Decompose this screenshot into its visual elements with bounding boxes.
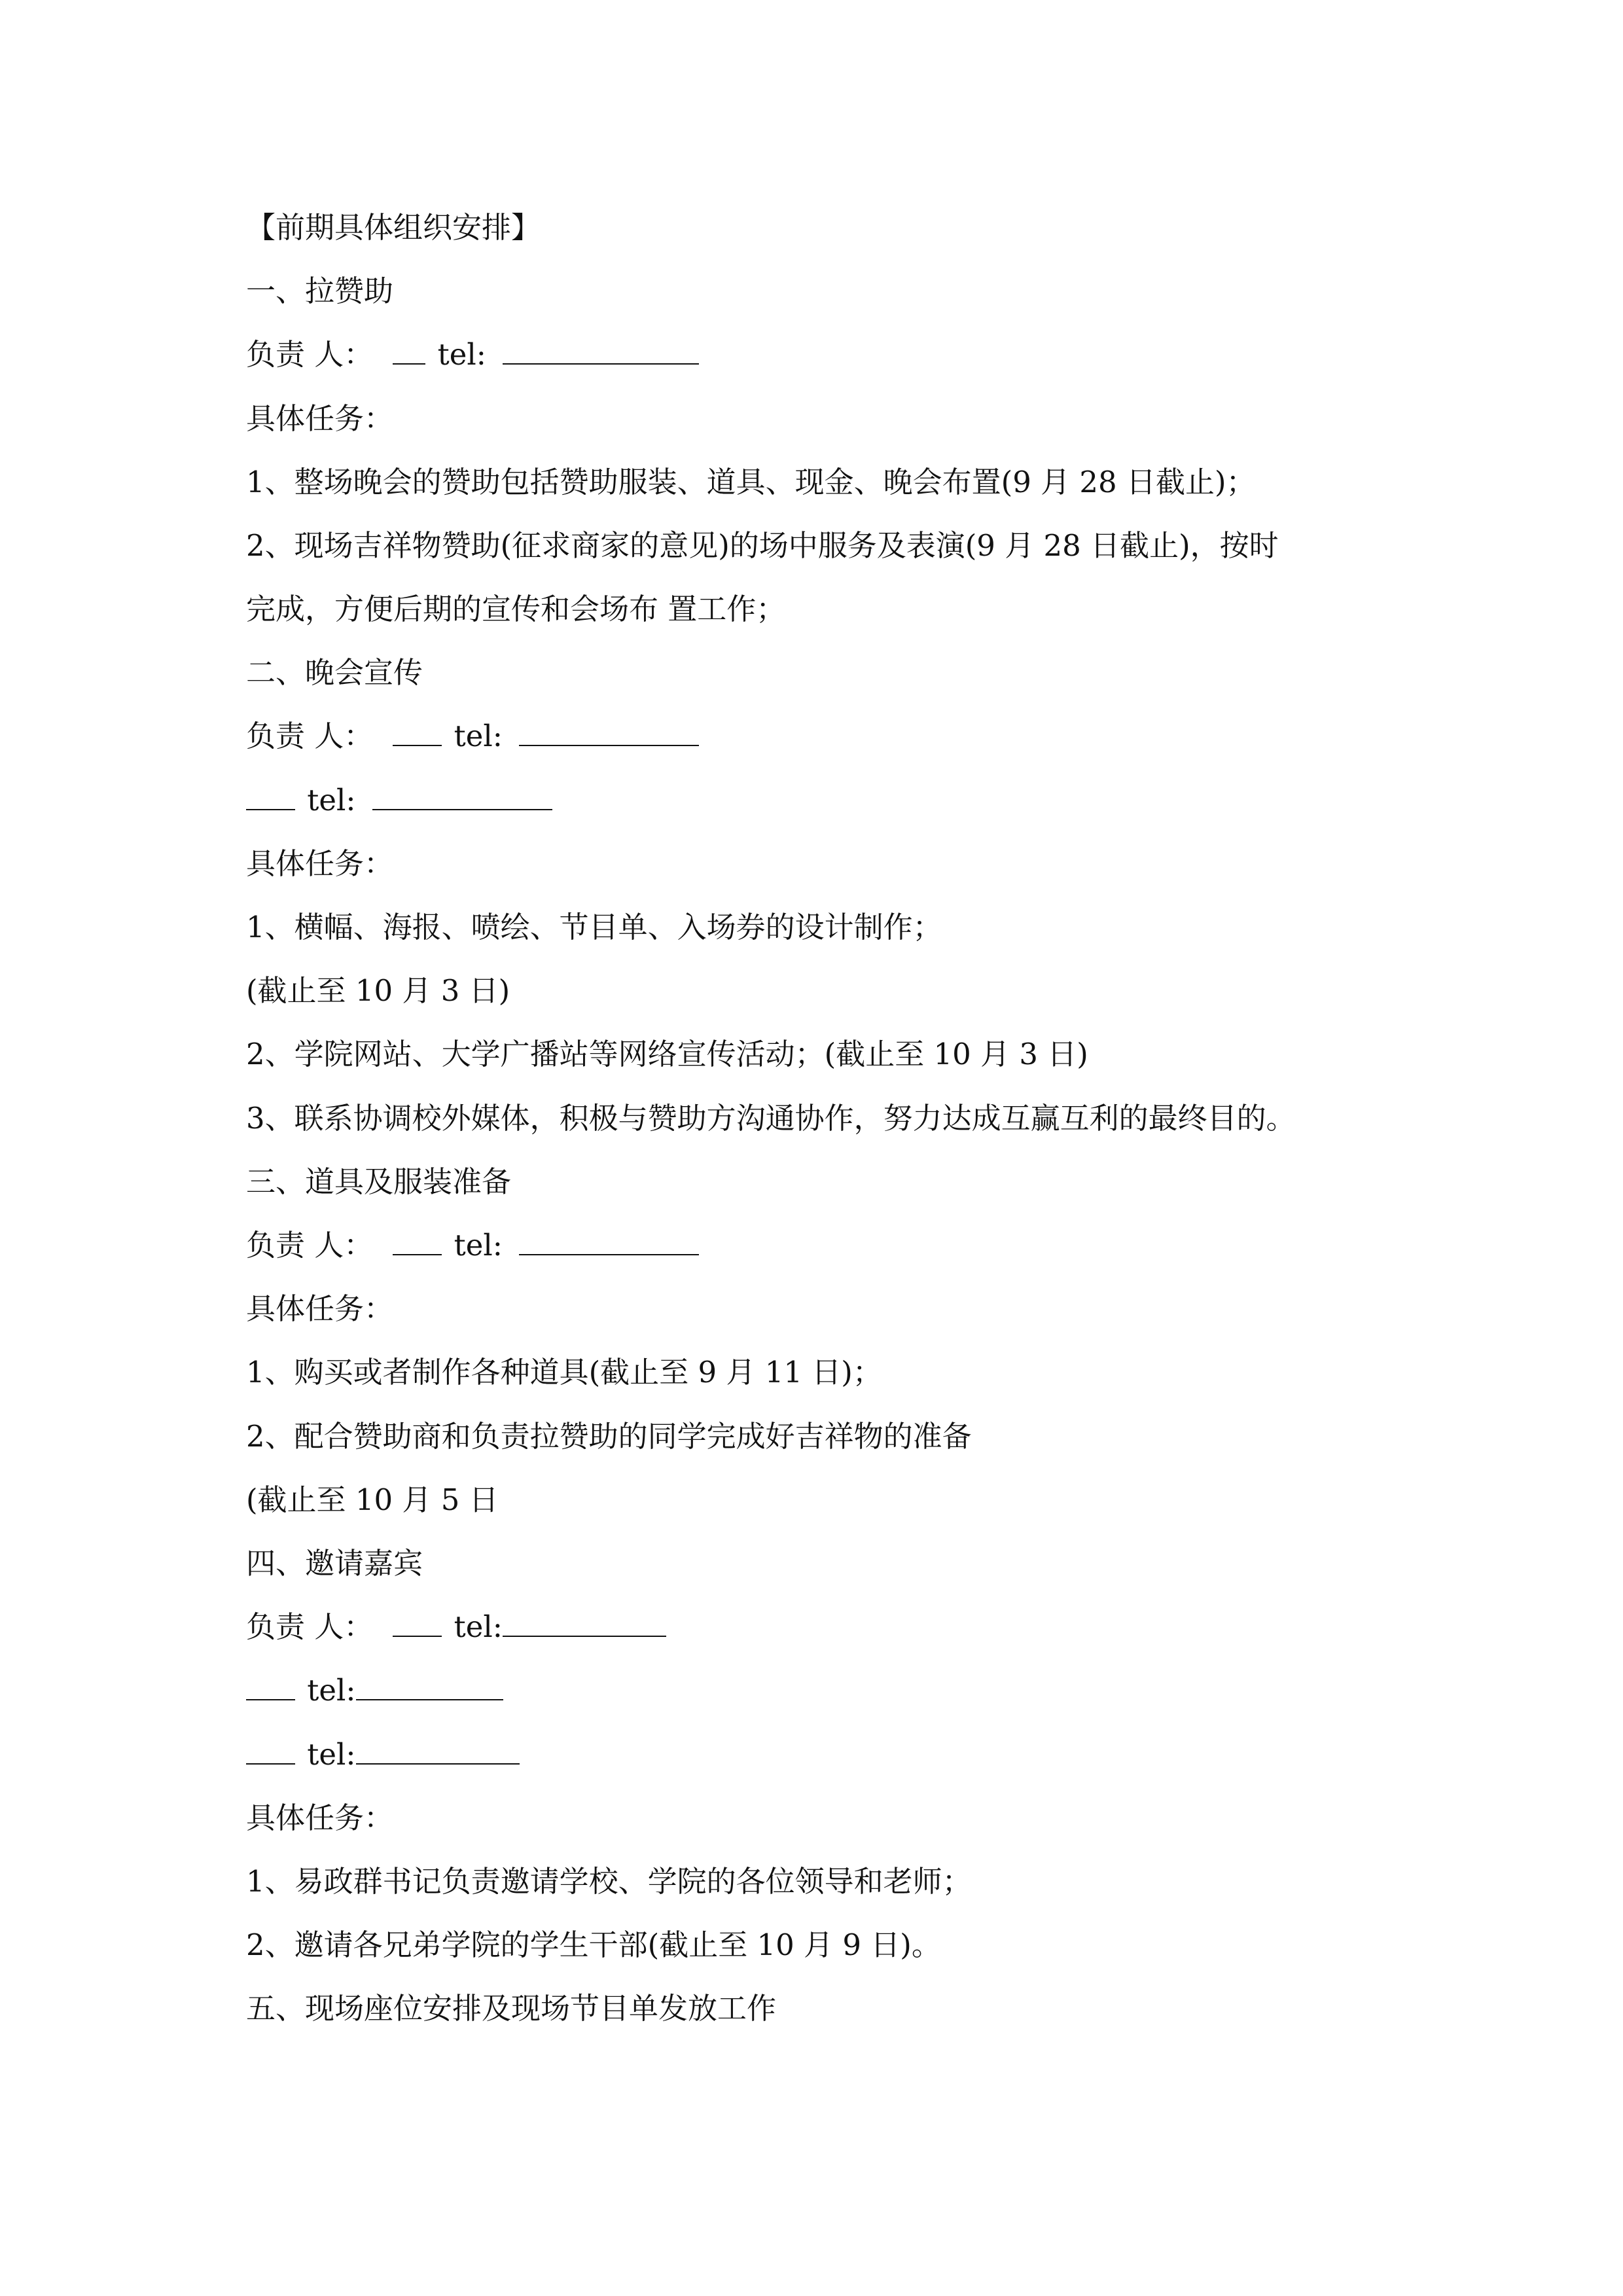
section-3-item-1: 1、购买或者制作各种道具(截止至 9 月 11 日)； [246, 1355, 882, 1390]
tel-blank [372, 783, 552, 810]
name-blank [246, 783, 295, 810]
section-2-item-1: 1、横幅、海报、喷绘、节目单、入场券的设计制作； [246, 910, 942, 944]
contact-label: 负责 人： [246, 337, 374, 372]
name-blank [393, 719, 442, 746]
tel-blank [519, 719, 699, 746]
section-4-item-2: 2、邀请各兄弟学院的学生干部(截止至 10 月 9 日)。 [246, 1928, 941, 1962]
name-blank [393, 1228, 442, 1255]
section-4-contact-2 [246, 1671, 506, 1710]
tel-label: tel: [444, 719, 503, 753]
tel-blank [356, 1673, 503, 1700]
tel-label: tel: [298, 1673, 356, 1708]
section-3-item-2: 2、配合赞助商和负责拉赞助的同学完成好吉祥物的准备 [246, 1419, 972, 1454]
contact-label: 负责 人： [246, 719, 374, 753]
section-2-item-3: 3、联系协调校外媒体，积极与赞助方沟通协作，努力达成互赢互利的最终目的。 [246, 1101, 1296, 1136]
section-1-contact [246, 335, 702, 374]
tel-blank [503, 337, 699, 365]
section-4-title: 四、邀请嘉宾 [246, 1546, 423, 1581]
section-3-item-2-deadline: (截止至 10 月 5 日 [246, 1482, 499, 1517]
section-4-contact [246, 1607, 669, 1647]
section-5-title: 五、现场座位安排及现场节目单发放工作 [246, 1991, 777, 2026]
tel-blank [519, 1228, 699, 1255]
section-4-task-label: 具体任务： [246, 1801, 394, 1835]
section-2-title: 二、晚会宣传 [246, 655, 423, 690]
contact-label: 负责 人： [246, 1609, 374, 1644]
section-3-title: 三、道具及服装准备 [246, 1164, 512, 1199]
section-3-contact [246, 1226, 702, 1265]
section-4-contact-3 [246, 1735, 522, 1774]
tel-label: tel: [444, 1609, 503, 1644]
tel-blank [503, 1609, 666, 1637]
section-2-contact [246, 717, 702, 756]
section-1-task-label: 具体任务： [246, 401, 394, 436]
section-1-item-1: 1、整场晚会的赞助包括赞助服装、道具、现金、晚会布置(9 月 28 日截止)； [246, 465, 1256, 499]
doc-heading: 【前期具体组织安排】 [246, 210, 541, 245]
name-blank [246, 1737, 295, 1765]
tel-label: tel: [298, 783, 356, 817]
section-1-item-2: 2、现场吉祥物赞助(征求商家的意见)的场中服务及表演(9 月 28 日截止)，按时 [246, 528, 1279, 563]
section-3-task-label: 具体任务： [246, 1291, 394, 1326]
tel-label: tel: [428, 337, 486, 372]
section-1-title: 一、拉赞助 [246, 274, 394, 308]
section-2-item-2: 2、学院网站、大学广播站等网络宣传活动；(截止至 10 月 3 日) [246, 1037, 1088, 1071]
tel-blank [356, 1737, 520, 1765]
tel-label: tel: [298, 1737, 356, 1772]
name-blank [393, 1609, 442, 1637]
name-blank [393, 337, 425, 365]
name-blank [246, 1673, 295, 1700]
section-2-item-1-deadline: (截止至 10 月 3 日) [246, 973, 510, 1008]
section-2-contact-2 [246, 781, 555, 820]
tel-label: tel: [444, 1228, 503, 1263]
section-1-item-2-cont: 完成，方便后期的宣传和会场布 置工作； [246, 592, 786, 626]
section-2-task-label: 具体任务： [246, 846, 394, 881]
section-4-item-1: 1、易政群书记负责邀请学校、学院的各位领导和老师； [246, 1864, 972, 1899]
contact-label: 负责 人： [246, 1228, 374, 1263]
